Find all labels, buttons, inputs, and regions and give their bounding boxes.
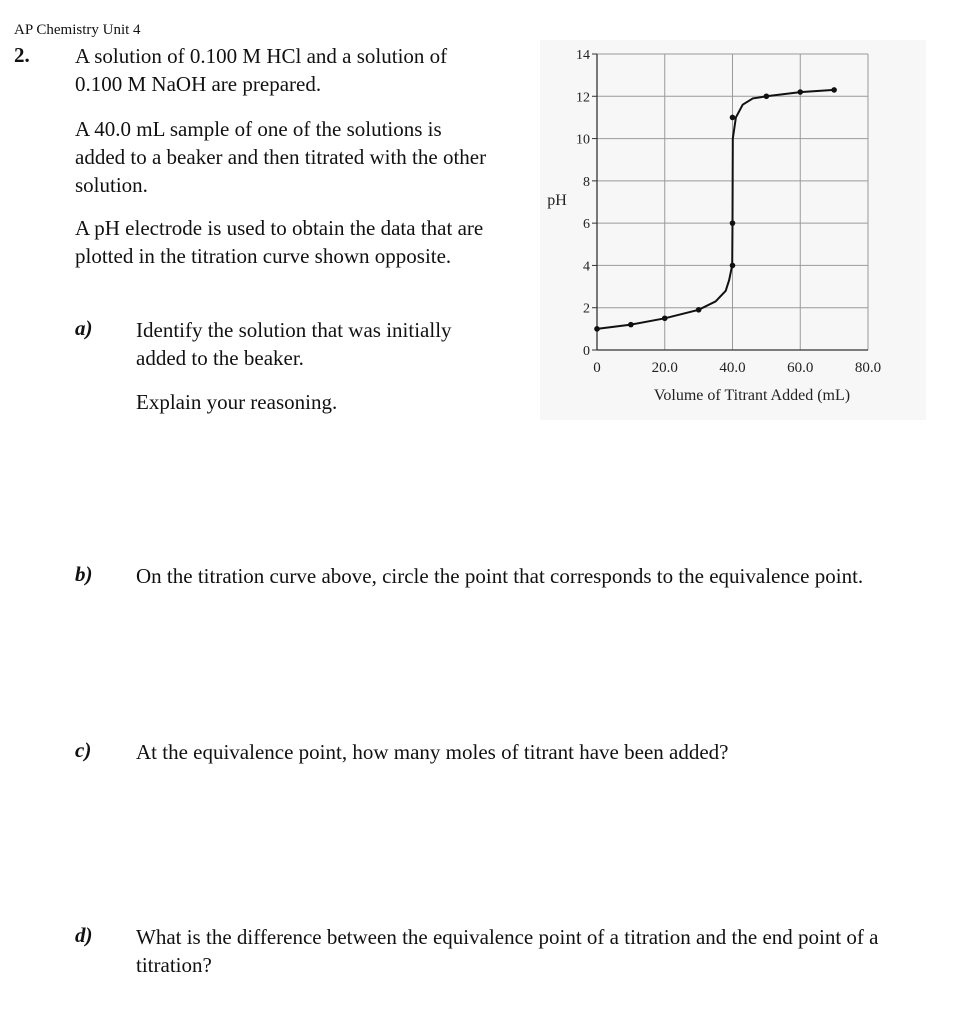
data-point xyxy=(594,326,600,332)
question-setup: A 40.0 mL sample of one of the solutions is added to a beaker and then titrated with the other solution. xyxy=(75,117,487,197)
x-tick-label: 80.0 xyxy=(854,360,882,376)
data-point xyxy=(628,322,634,328)
titration-curve-line xyxy=(597,90,834,329)
y-axis-label: pH xyxy=(547,192,567,209)
tick-labels xyxy=(576,48,881,376)
part-d-label: d) xyxy=(75,923,93,947)
part-b-label: b) xyxy=(75,562,93,586)
axes xyxy=(592,54,868,350)
data-point xyxy=(730,220,736,226)
question-electrode: A pH electrode is used to obtain the data that are plotted in the titration curve shown opposite. xyxy=(75,216,484,268)
y-tick-label: 4 xyxy=(583,259,590,275)
part-d-text: What is the difference between the equivalence point of a titration and the end point of a titration? xyxy=(136,925,879,977)
data-point xyxy=(730,263,736,269)
data-point xyxy=(764,93,770,99)
x-axis-label: Volume of Titrant Added (mL) xyxy=(653,387,851,404)
x-tick-label: 60.0 xyxy=(787,360,814,376)
titration-curve-svg xyxy=(540,40,926,420)
y-tick-label: 6 xyxy=(583,217,590,233)
part-b-text: On the titration curve above, circle the point that corresponds to the equivalence point. xyxy=(136,564,864,588)
part-a-label: a) xyxy=(75,316,93,340)
page-header: AP Chemistry Unit 4 xyxy=(14,22,141,38)
question-number: 2. xyxy=(14,43,30,67)
data-point xyxy=(696,307,702,313)
data-point xyxy=(730,115,736,121)
x-tick-label: 20.0 xyxy=(651,360,678,376)
y-tick-label: 2 xyxy=(583,301,590,317)
part-a-text: Identify the solution that was initially added to the beaker. xyxy=(136,318,452,370)
data-point xyxy=(797,89,803,95)
y-tick-label: 8 xyxy=(583,174,590,190)
data-point xyxy=(831,87,837,93)
part-c-text: At the equivalence point, how many moles of titrant have been added? xyxy=(136,740,729,764)
x-tick-label: 40.0 xyxy=(719,360,746,376)
y-tick-label: 10 xyxy=(576,132,590,148)
y-tick-label: 14 xyxy=(576,48,590,63)
x-tick-label: 0 xyxy=(593,360,601,376)
part-a-followup: Explain your reasoning. xyxy=(136,390,338,414)
data-point xyxy=(662,315,668,321)
part-c-label: c) xyxy=(75,738,92,762)
titration-chart xyxy=(540,40,926,420)
y-tick-label: 12 xyxy=(576,90,590,106)
question-intro: A solution of 0.100 M HCl and a solution of 0.100 M NaOH are prepared. xyxy=(75,44,448,96)
y-tick-label: 0 xyxy=(583,344,590,359)
